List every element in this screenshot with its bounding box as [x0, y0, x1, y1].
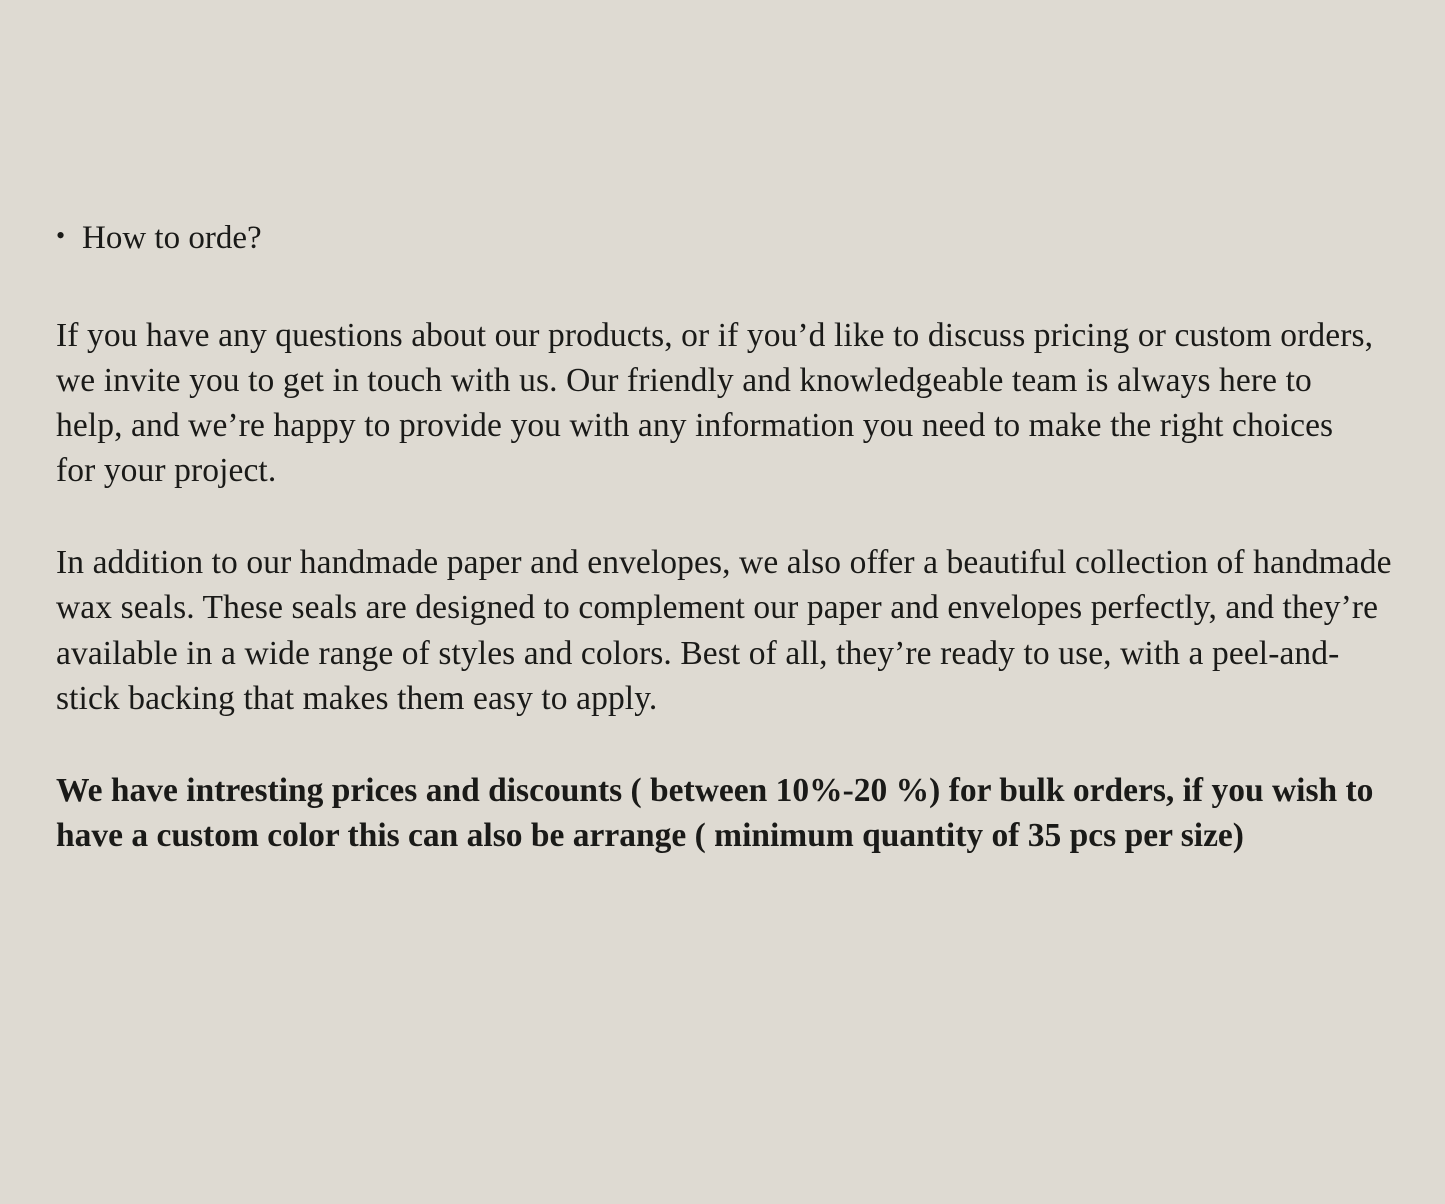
paragraph-pricing: We have intresting prices and discounts ( between 10%-20 %) for bulk orders, if you wish to have a custom color this can also be arrange ( minimum quantity of 35 pcs per size) [56, 771, 1374, 854]
paragraph-contact: If you have any questions about our products, or if you’d like to discuss pricing or custom orders, we invite you to get in touch with us. Our friendly and knowledgeable team is always here to help, and we’re happy to provide you with any information you need to make the right choices for your project. [56, 317, 1374, 490]
bullet-point-icon: • [56, 221, 66, 250]
document-content [56, 218, 1396, 905]
heading-bullet-item [56, 218, 1396, 259]
paragraph-wax-seals: In addition to our handmade paper and envelopes, we also offer a beautiful collection of handmade wax seals. These seals are designed to complement our paper and envelopes perfectly, and they’re available in a wide range of styles and colors. Best of all, they’re ready to use, with a peel-and-stick backing that makes them easy to apply. [56, 544, 1392, 717]
heading-bullet-label: How to orde? [82, 220, 262, 256]
